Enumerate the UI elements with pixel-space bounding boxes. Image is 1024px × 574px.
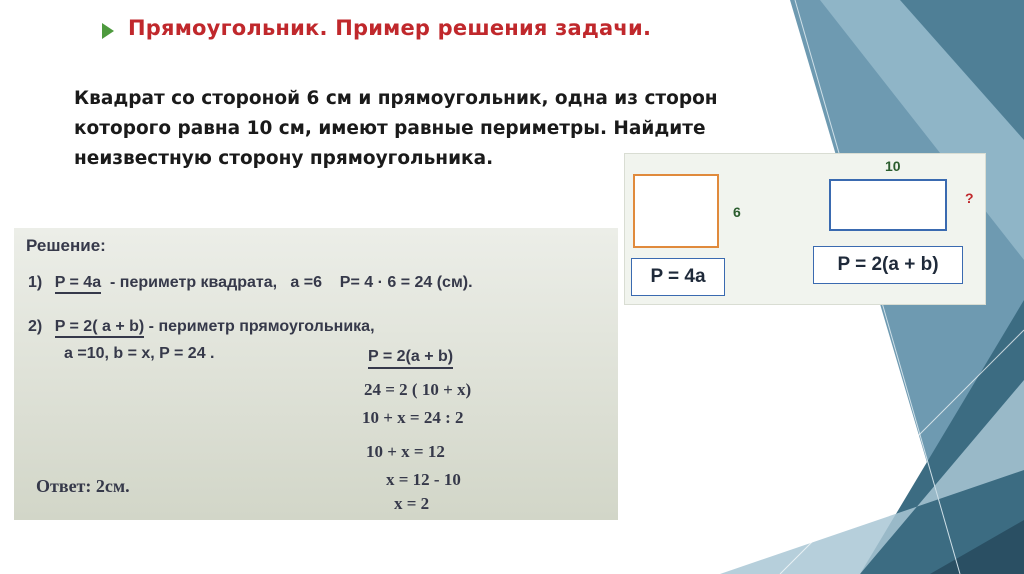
green-arrow-icon <box>102 23 114 39</box>
answer: Ответ: 2см. <box>36 476 130 496</box>
step-2-text: - периметр прямоугольника, <box>148 318 375 335</box>
calc-line: x = 12 - 10 <box>386 470 461 489</box>
step-2-formula: P = 2( a + b) <box>55 318 145 338</box>
square-shape <box>633 174 719 248</box>
slide-title: Прямоугольник. Пример решения задачи. <box>128 16 652 40</box>
calc-line: 24 = 2 ( 10 + x) <box>364 380 472 399</box>
solution-panel <box>14 228 618 520</box>
rect-formula-box: P = 2(a + b) <box>813 246 963 284</box>
rectangle-shape <box>829 179 947 231</box>
step-1-number: 1) <box>28 274 43 291</box>
square-formula-box: P = 4a <box>631 258 725 296</box>
step-2 <box>28 318 375 336</box>
step-1 <box>28 274 473 292</box>
step-1-formula: P = 4a <box>55 274 101 294</box>
figure-panel <box>624 153 986 305</box>
square-side-label: 6 <box>733 204 741 220</box>
problem-line: Квадрат со стороной 6 см и прямоугольник, одна из сторон <box>74 88 718 109</box>
solution-heading: Решение: <box>26 236 106 255</box>
unknown-side-label: ? <box>965 190 974 206</box>
step-2-given: a =10, b = x, P = 24 . <box>64 345 215 362</box>
problem-line: неизвестную сторону прямоугольника. <box>74 148 494 169</box>
calc-line: 10 + x = 24 : 2 <box>362 408 464 427</box>
calc-line: x = 2 <box>394 494 430 513</box>
problem-line: которого равна 10 см, имеют равные периметры. Найдите <box>74 118 706 139</box>
step-1-text: - периметр квадрата, a =6 P= 4 · 6 = 24 (см). <box>105 274 473 291</box>
calc-formula: P = 2(a + b) <box>368 348 453 369</box>
step-2-number: 2) <box>28 318 43 335</box>
rect-side-label: 10 <box>885 158 901 174</box>
calc-line: 10 + x = 12 <box>366 442 445 461</box>
